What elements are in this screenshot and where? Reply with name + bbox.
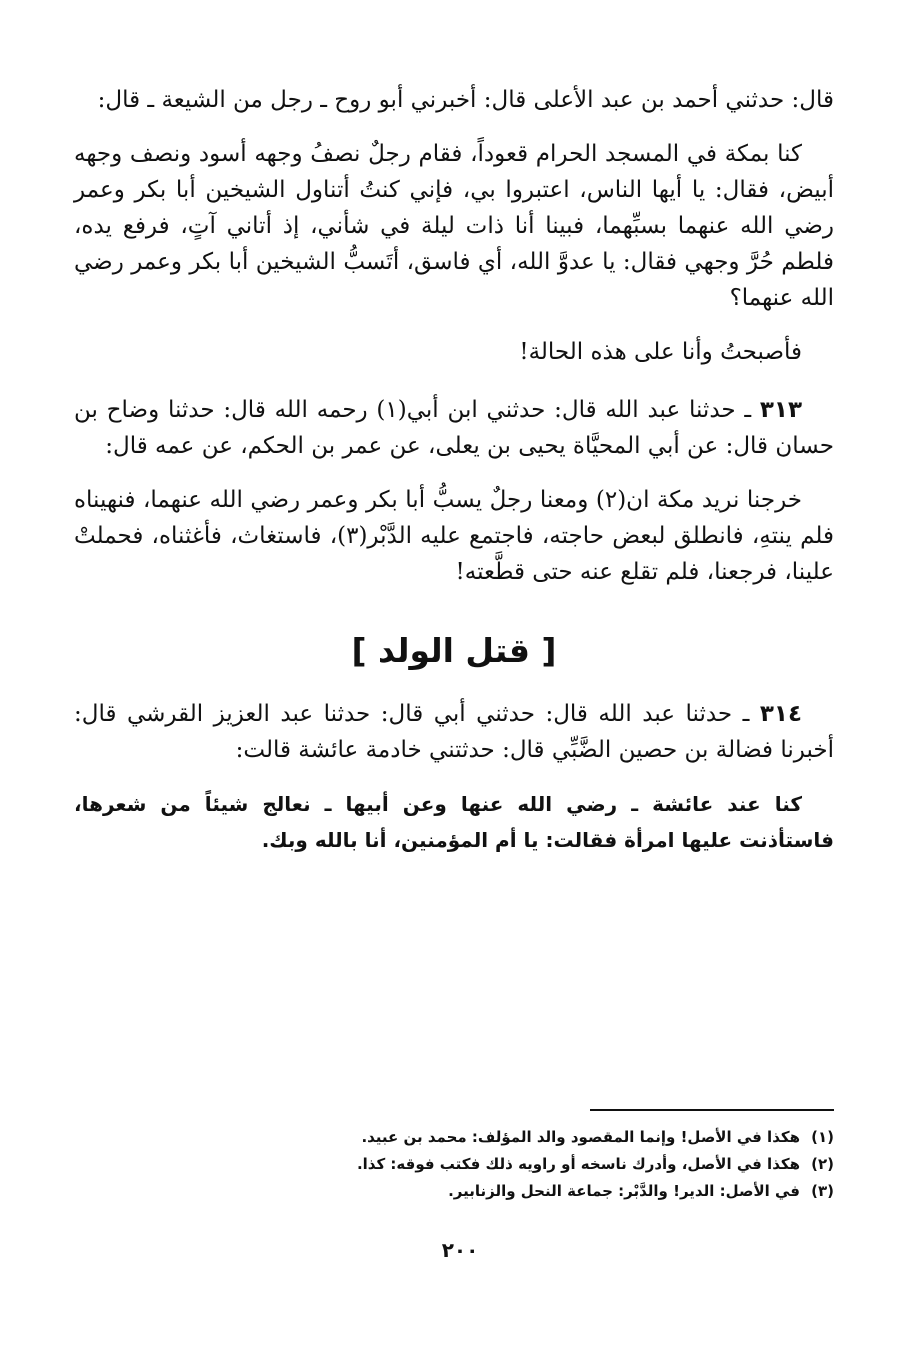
footnote-number: (٣) — [811, 1182, 834, 1200]
footnote-text: في الأصل: الدير! والدَّبْر: جماعة النحل والزنابير. — [448, 1182, 800, 1200]
footnote-number: (٢) — [811, 1155, 834, 1173]
footnote-divider — [590, 1109, 834, 1111]
footnotes — [214, 1124, 834, 1205]
hadith-313-text: ـ حدثنا عبد الله قال: حدثني ابن أبي(١) رحمه الله قال: حدثنا وضاح بن حسان قال: عن أبي المحيَّاة يحيى بن يعلى، عن عمر بن الحكم، عن عمه قال: — [74, 397, 834, 459]
paragraph-5: خرجنا نريد مكة ان(٢) ومعنا رجلٌ يسبُّ أبا بكر وعمر رضي الله عنهما، فنهيناه فلم ينتهِ، فانطلق لبعض حاجته، فاجتمع عليه الدَّبْر(٣)، فاستغاث، فأغثناه، فحملتْ علينا، فرجعنا، فلم تقلع عنه حتى قطَّعته! — [74, 487, 834, 585]
paragraph-2: كنا بمكة في المسجد الحرام قعوداً، فقام رجلٌ نصفُ وجهه أسود ونصف وجهه أبيض، فقال: يا أيها الناس، اعتبروا بي، فإني كنتُ أتناول الشيخين أبا بكر وعمر رضي الله عنهما بسبِّهما، فبينا أنا ذات ليلة في شأني، إذ أتاني آتٍ، فرفع يده، فلطم حُرَّ وجهي فقال: يا عدوَّ الله، أي فاسق، أتَسبُّ الشيخين أبا بكر وعمر رضي الله عنهما؟ — [74, 141, 834, 311]
hadith-number-314: ٣١٤ — [759, 701, 802, 727]
footnote-1 — [214, 1124, 834, 1151]
page-body — [74, 82, 834, 876]
paragraph-1: قال: حدثني أحمد بن عبد الأعلى قال: أخبرني أبو روح ـ رجل من الشيعة ـ قال: — [97, 87, 834, 113]
paragraph-3: فأصبحتُ وأنا على هذه الحالة! — [519, 339, 802, 365]
footnote-number: (١) — [811, 1128, 834, 1146]
page-number: ٢٠٠ — [441, 1238, 479, 1262]
hadith-314 — [74, 696, 834, 768]
footnote-text: هكذا في الأصل، وأدرك ناسخه أو راويه ذلك فكتب فوقه: كذا. — [356, 1155, 800, 1173]
paragraph-7: كنا عند عائشة ـ رضي الله عنها وعن أبيها ـ نعالج شيئاً من شعرها، فاستأذنت عليها امرأة فقالت: يا أم المؤمنين، أنا بالله وبك. — [74, 792, 834, 852]
footnote-3 — [214, 1178, 834, 1205]
hadith-number-313: ٣١٣ — [759, 397, 803, 423]
footnote-text: هكذا في الأصل! وإنما المقصود والد المؤلف: محمد بن عبيد. — [361, 1128, 800, 1146]
footnote-2 — [214, 1151, 834, 1178]
hadith-314-text: ـ حدثنا عبد الله قال: حدثني أبي قال: حدثنا عبد العزيز القرشي قال: أخبرنا فضالة بن حصين الضَّبِّي قال: حدثتني خادمة عائشة قالت: — [74, 701, 834, 763]
hadith-313 — [74, 392, 834, 464]
section-heading: [ قتل الولد ] — [351, 631, 557, 670]
